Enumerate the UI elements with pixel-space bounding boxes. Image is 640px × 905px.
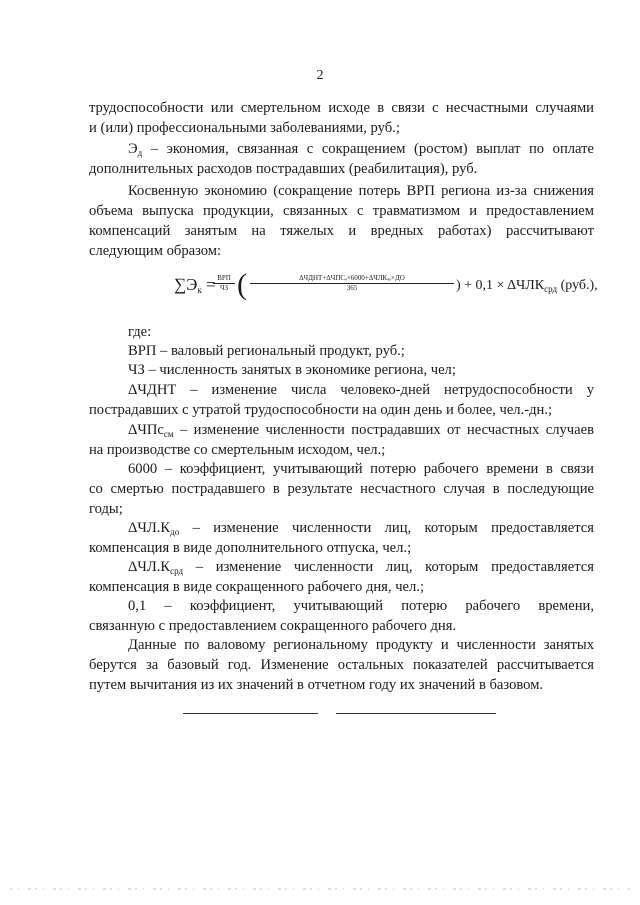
page-number: 2 [316, 68, 324, 83]
text-line: Данные по валовому региональному продукту и численности занятых [128, 637, 594, 653]
text-line: где: [128, 324, 152, 340]
text-line: связанную с предоставлением сокращенного рабочего дня. [89, 618, 457, 634]
subscript: д [137, 148, 143, 158]
text-line: 0,1 – коэффициент, учитывающий потерю рабочего времени, [128, 598, 594, 614]
formula-rest: ) + $0,1 \times \Delta ЧЛК_{срд}$ (руб.), [456, 278, 598, 294]
separator-line [183, 713, 318, 714]
text-line: компенсаций занятым на тяжелых и вредных работах) рассчитывают [89, 223, 594, 239]
text-line: годы; [89, 501, 123, 517]
text-line: пострадавших с утратой трудоспособности на один день и более, чел.-дн.; [89, 402, 553, 418]
text-line: и (или) профессиональными заболеваниями, руб.; [89, 120, 400, 136]
formula-paren: ( [237, 268, 247, 301]
text-line: на производстве со смертельным исходом, чел.; [89, 442, 386, 458]
formula-fraction-vrp: ВРП ЧЗ [213, 274, 235, 293]
scan-artifact [0, 886, 640, 892]
text-line [89, 139, 594, 159]
separator-line [336, 713, 496, 714]
text-line: со смертью пострадавшего в результате несчастного случая в последующие [89, 481, 594, 497]
text-line: трудоспособности или смертельном исходе в связи с несчастными случаями [89, 100, 594, 116]
text-line: берутся за базовый год. Изменение остальных показателей рассчитывается [89, 657, 594, 673]
text-line: ЧЗ – численность занятых в экономике региона, чел; [128, 362, 456, 378]
text: – экономия, связанная с сокращением (ростом) выплат по оплате [142, 141, 594, 157]
text-line: компенсация в виде сокращенного рабочего дня, чел.; [89, 579, 424, 595]
text-line: следующим образом: [89, 243, 222, 259]
text-line: ВРП – валовый региональный продукт, руб.; [128, 343, 405, 359]
text-line: ΔЧПс$_{см}$ – изменение численности пострадавших от несчастных случаев [128, 422, 594, 439]
symbol: Э [128, 141, 138, 157]
text-line: Косвенную экономию (сокращение потерь ВРП региона из-за снижения [128, 183, 594, 199]
text-line: $\Delta ЧЛ.К_{срд}$ – изменение численности лиц, которым предоставляется [128, 559, 594, 576]
text-line: 6000 – коэффициент, учитывающий потерю рабочего времени в связи [128, 461, 594, 477]
formula-lhs: $\sum Э_к$ = [174, 275, 216, 295]
formula-fraction-main: ΔЧДНТ+ΔЧПСₔ×6000+ΔЧЛКₔₒ×ДО 365 [250, 274, 454, 293]
text-line: дополнительных расходов пострадавших (реабилитация), руб. [89, 161, 478, 177]
text-line: $\Delta ЧЛ.К_{до}$ – изменение численности лиц, которым предоставляется [128, 520, 594, 537]
text-line: ΔЧДНТ – изменение числа человеко-дней нетрудоспособности у [128, 382, 594, 398]
text-line: объема выпуска продукции, связанных с травматизмом и предоставлением [89, 203, 594, 219]
text-line: путем вычитания из их значений в отчетном году их значений в базовом. [89, 677, 544, 693]
text-line: компенсация в виде дополнительного отпуска, чел.; [89, 540, 412, 556]
formula [174, 268, 598, 303]
